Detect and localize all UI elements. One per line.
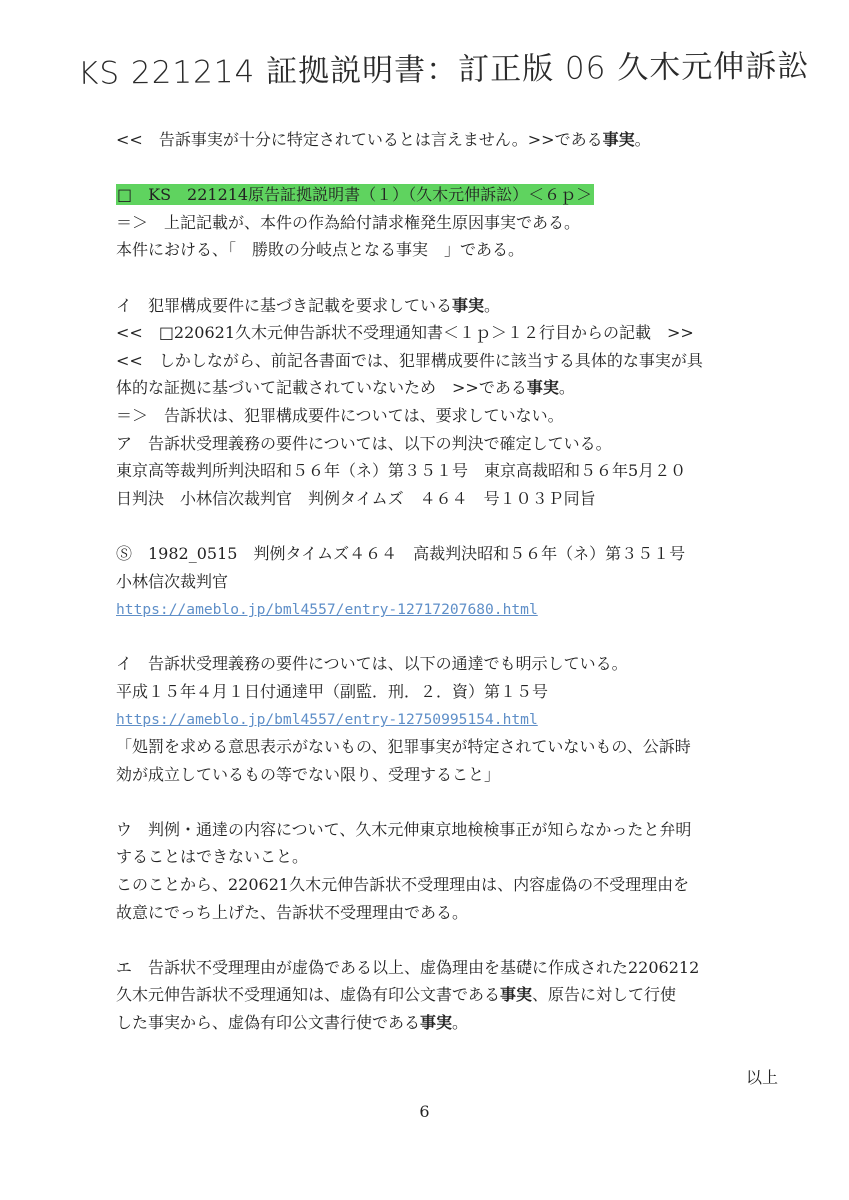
text-line: このことから、220621久木元伸告訴状不受理理由は、内容虚偽の不受理理由を [116,875,690,895]
text-line: ウ 判例・通達の内容について、久木元伸東京地検検事正が知らなかったと弁明 [116,819,692,839]
text-line: << □220621久木元伸告訴状不受理通知書＜１ｐ＞１２行目からの記載 >> [116,323,694,343]
handwritten-title: KS 221214 証拠説明書：訂正版 06 久木元伸訴訟 [77,48,810,92]
document-body [116,126,786,1092]
text-line: 東京高等裁判所判決昭和５６年（ネ）第３５１号 東京高裁昭和５６年5月２０ [116,461,687,481]
text-line: 故意にでっち上げた、告訴状不受理理由である。 [116,902,469,922]
text-segment: 体的な証拠に基づいて記載されていないため >>である [116,378,527,398]
ameblo-link-1[interactable]: https://ameblo.jp/bml4557/entry-12717207680.html [116,601,538,619]
text-segment: 。 [452,1013,469,1032]
bold-term: 事実 [500,985,533,1005]
text-line [116,126,786,154]
text-line: 小林信次裁判官 [116,571,229,591]
text-line: 効が成立しているもの等でない限り、受理すること」 [116,764,501,784]
text-segment: 。 [558,378,575,398]
text-line: 本件における、「 勝敗の分岐点となる事実 」である。 [116,240,525,260]
closing-mark: 以上 [745,1068,778,1088]
text-line: エ 告訴状不受理理由が虚偽である以上、虚偽理由を基礎に作成された2206212 [116,957,700,977]
text-segment: 、原告に対して行使 [532,985,677,1005]
text-line [116,292,786,320]
page-number: 6 [419,1102,430,1121]
text-line: 平成１５年４月１日付通達甲（副監．刑．２．資）第１５号 [116,681,549,701]
bold-term: 事実 [452,295,485,315]
text-line: Ⓢ 1982_0515 判例タイムズ４６４ 高裁判決昭和５６年（ネ）第３５１号 [116,543,686,563]
text-line: することはできないこと。 [116,847,309,867]
text-segment: 。 [484,295,501,315]
text-line [116,981,786,1009]
bold-term: 事実 [602,130,635,149]
url-line [116,595,786,623]
text-line: ア 告訴状受理義務の要件については、以下の判決で確定している。 [116,433,612,453]
text-line: 日判決 小林信次裁判官 判例タイムズ ４６４ 号１０３Ｐ同旨 [116,488,596,508]
bold-term: 事実 [526,378,559,398]
text-segment: した事実から、虚偽有印公文書行使である [116,1013,421,1032]
text-line: ＝＞ 上記記載が、本件の作為給付請求権発生原因事実である。 [116,212,581,232]
text-line [116,374,786,402]
highlighted-heading-line [116,181,786,209]
highlighted-heading: □ KS 221214原告証拠説明書（１）（久木元伸訴訟）＜６ｐ＞ [117,185,593,205]
text-line [116,1009,786,1037]
text-line: 「処罰を求める意思表示がないもの、犯罪事実が特定されていないもの、公訴時 [116,737,691,757]
bold-term: 事実 [420,1013,453,1032]
url-line [116,705,786,733]
text-line: イ 告訴状受理義務の要件については、以下の通達でも明示している。 [116,654,628,674]
text-segment: イ 犯罪構成要件に基づき記載を要求している [116,295,453,315]
text-segment: << 告訴事実が十分に特定されているとは言えません。>>である [116,130,603,149]
text-line: << しかしながら、前記各書面では、犯罪構成要件に該当する具体的な事実が具 [116,350,703,370]
text-line: ＝＞ 告訴状は、犯罪構成要件については、要求していない。 [116,405,564,425]
text-segment: 。 [634,130,651,149]
text-segment: 久木元伸告訴状不受理通知は、虚偽有印公文書である [116,985,501,1005]
ameblo-link-2[interactable]: https://ameblo.jp/bml4557/entry-12750995154.html [116,711,538,729]
